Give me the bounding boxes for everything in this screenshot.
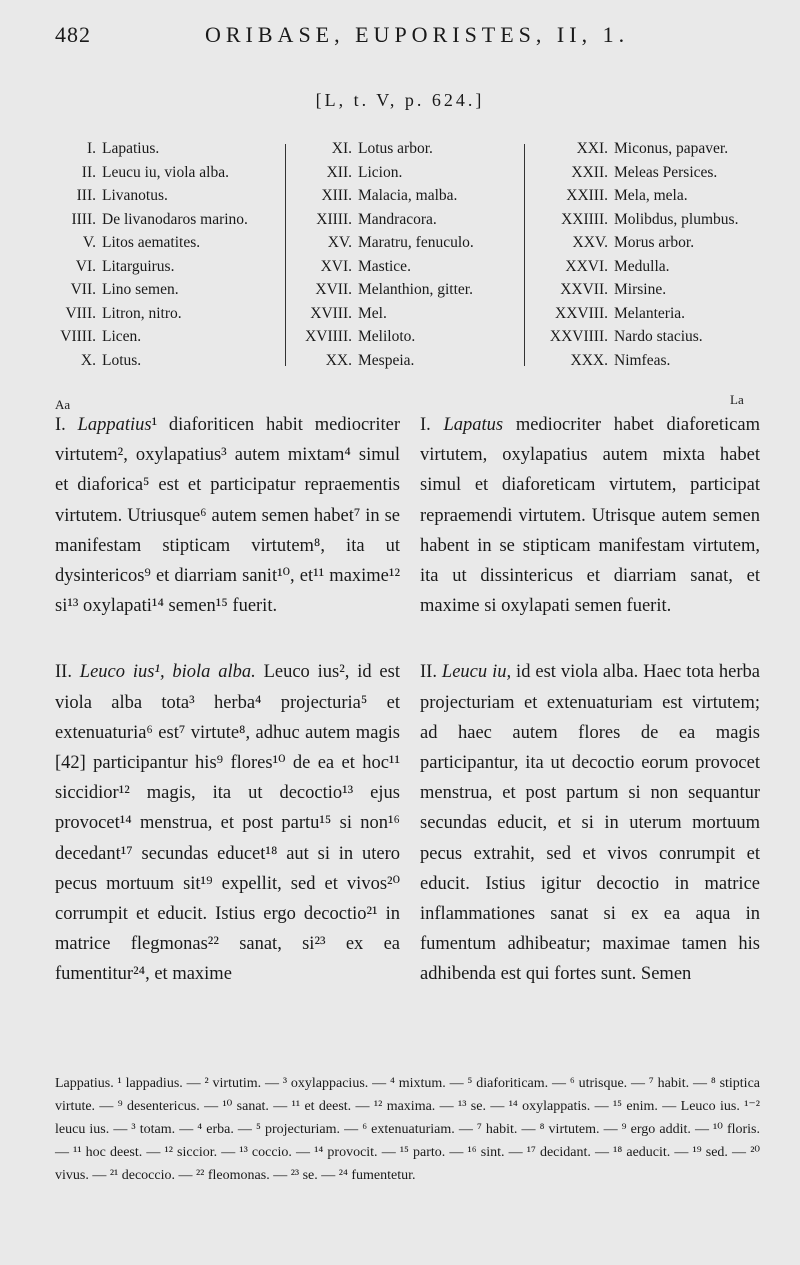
chapter-column-1 — [40, 140, 248, 375]
chapter-item — [40, 187, 248, 211]
chapter-number: VI. — [75, 257, 96, 275]
chapter-name: Mela, mela. — [614, 187, 688, 204]
chapter-item — [528, 164, 738, 188]
chapter-item — [290, 305, 474, 329]
chapter-name: Lapatius. — [102, 140, 160, 157]
paragraph-numeral: I. — [420, 415, 444, 435]
chapter-number: XXVIIII. — [549, 328, 608, 345]
chapter-item — [528, 187, 738, 211]
chapter-name: Litron, nitro. — [102, 304, 182, 322]
chapter-name: Medulla. — [614, 257, 670, 275]
chapter-item — [40, 164, 248, 188]
chapter-number: II. — [81, 163, 96, 181]
chapter-name: Litos aematites. — [102, 234, 201, 251]
chapter-item — [40, 281, 248, 305]
chapter-name: Leucu iu, viola alba. — [102, 163, 229, 181]
chapter-name: Molibdus, plumbus. — [614, 210, 739, 228]
chapter-name: Licion. — [358, 163, 403, 181]
chapter-number: XXVI. — [565, 257, 608, 275]
chapter-number: XIII. — [321, 187, 352, 204]
running-title: ORIBASE, EUPORISTES, II, 1. — [205, 22, 630, 47]
chapter-item — [528, 234, 738, 258]
chapter-number: VIIII. — [60, 328, 96, 345]
chapter-column-3 — [528, 140, 738, 375]
chapter-item — [40, 328, 248, 352]
paragraph-body: Leuco ius², id est viola alba tota³ herba⁴ projecturia⁵ et extenuaturia⁶ est⁷ virtute⁸, adhuc autem magis [42] participantur his⁹ flores¹⁰ de ea et hoc¹¹ siccidior¹² magis, ita ut decoctio¹³ ejus provocet¹⁴ menstrua, et post partu¹⁵ si non¹⁶ decedant¹⁷ secundas educet¹⁸ aut si in utero pecus mortuum sit¹⁹ expellit, sed et vivos²⁰ corrumpit et educit. Istius ergo decoctio²¹ in matrice flegmonas²² sanat, si²³ ex ea fumentitur²⁴, et maxime — [55, 662, 400, 985]
chapter-name: Litarguirus. — [102, 257, 175, 275]
edition-reference: [L, t. V, p. 624.] — [315, 90, 485, 110]
chapter-item — [290, 281, 474, 305]
chapter-column-2 — [290, 140, 474, 375]
paragraph-body: mediocriter habet diaforeticam virtutem, oxylapatius autem mixta habet simul et diaforeticam virtutem, participat repraemendi virtutem. Utrisque autem semen habent in se stipticam manifestam virtutem, ita ut dissintericus et diarriam sanat, et maxime si oxylapati semen fuerit. — [420, 415, 760, 617]
chapter-number: XV. — [327, 234, 352, 251]
chapter-number: XXII. — [571, 163, 608, 181]
chapter-name: Mespeia. — [358, 351, 415, 369]
chapter-item — [290, 234, 474, 258]
chapter-number: XVIIII. — [305, 328, 352, 345]
chapter-item — [528, 281, 738, 305]
chapter-item — [290, 258, 474, 282]
chapter-name: Mastice. — [358, 257, 411, 275]
chapter-name: Malacia, malba. — [358, 187, 458, 204]
chapter-number: XIIII. — [316, 210, 352, 228]
chapter-number: XXX. — [570, 351, 608, 369]
chapter-number: VIII. — [65, 304, 96, 322]
entry-title: Leuco ius¹, biola alba. — [79, 662, 256, 683]
chapter-name: Nimfeas. — [614, 351, 671, 369]
chapter-name: Meleas Persices. — [614, 163, 718, 181]
chapter-name: Livanotus. — [102, 187, 168, 204]
chapter-item — [40, 305, 248, 329]
chapter-item — [528, 328, 738, 352]
paragraph-numeral: II. — [55, 662, 80, 683]
chapter-item — [528, 211, 738, 235]
chapter-item — [290, 140, 474, 164]
paragraph-body: ¹ diaforiticen habit mediocriter virtutem², oxylapatius³ autem mixtam⁴ simul et diaforica⁵ est et participatur repraementis virtutem. Utriusque⁶ autem semen habet⁷ in se manifestam stipticam virtutem⁸, ita ut dysintericos⁹ et diarriam sanit¹⁰, et¹¹ maxime¹² si¹³ oxylapati¹⁴ semen¹⁵ fuerit. — [55, 415, 400, 617]
chapter-number: V. — [82, 234, 96, 251]
column-divider — [524, 144, 525, 366]
chapter-number: XXVIII. — [555, 304, 608, 322]
paragraph-numeral: II. — [420, 662, 442, 683]
entry-title: Lappatius — [77, 415, 152, 435]
chapter-item — [528, 352, 738, 376]
chapter-number: XXIII. — [566, 187, 608, 204]
chapter-number: XXIIII. — [561, 210, 608, 228]
chapter-number: XI. — [331, 140, 352, 157]
chapter-item — [40, 140, 248, 164]
chapter-number: X. — [80, 351, 96, 369]
paragraph-body: id est viola alba. Haec tota herba projecturiam et extenuaturiam est virtutem; ad haec autem flores de ea magis participantur, ita ut decoctio eorum provocet menstrua, et post partum si non sequantur secundas educit, et si in uterum mortuum pecus extrahit, sed et vivos conrumpit et educit. Istius igitur decoctio in matrice inflammationes sanat si ex ea aqua in fumentum adhibeatur; maximae tamen his adhibenda est qui fortes sunt. Semen — [420, 662, 760, 985]
chapter-item — [40, 352, 248, 376]
version-b-label: La — [730, 392, 744, 407]
chapter-name: Meliloto. — [358, 328, 416, 345]
chapter-name: Mirsine. — [614, 281, 667, 298]
chapter-name: Melanteria. — [614, 304, 686, 322]
chapter-number: XVII. — [315, 281, 352, 298]
paragraph-numeral: I. — [55, 415, 78, 435]
chapter-number: XII. — [326, 163, 352, 181]
text-column-a — [55, 410, 400, 1026]
chapter-number: XX. — [325, 351, 352, 369]
chapter-item — [528, 305, 738, 329]
chapter-name: Nardo stacius. — [614, 328, 703, 345]
version-a-label: Aa — [55, 397, 71, 412]
footnotes: Lappatius. ¹ lappadius. — ² virtutim. — ³ oxylappacius. — ⁴ mixtum. — ⁵ diaforiticam. — ⁶ utrisque. — ⁷ habit. — ⁸ stiptica virtute. — ⁹ desentericus. — ¹⁰ sanat. — ¹¹ et deest. — ¹² maxima. — ¹³ se. — ¹⁴ oxylappatis. — ¹⁵ enim. — Leuco ius. ¹⁻² leucu ius. — ³ totam. — ⁴ erba. — ⁵ projecturiam. — ⁶ extenuaturiam. — ⁷ habit. — ⁸ virtutem. — ⁹ ergo addit. — ¹⁰ floris. — ¹¹ hoc deest. — ¹² siccior. — ¹³ coccio. — ¹⁴ provocit. — ¹⁵ parto. — ¹⁶ sint. — ¹⁷ decidant. — ¹⁸ aeducit. — ¹⁹ sed. — ²⁰ vivus. — ²¹ decoccio. — ²² fleomonas. — ²³ se. — ²⁴ fumentetur. — [55, 1076, 760, 1183]
chapter-name: Melanthion, gitter. — [358, 281, 473, 298]
chapter-name: Maratru, fenuculo. — [358, 234, 474, 251]
chapter-item — [290, 328, 474, 352]
chapter-item — [290, 352, 474, 376]
chapter-number: XXI. — [576, 140, 608, 157]
chapter-number: I. — [86, 140, 96, 157]
chapter-name: De livanodaros marino. — [102, 210, 248, 228]
chapter-item — [290, 164, 474, 188]
chapter-item — [528, 140, 738, 164]
chapter-number: III. — [76, 187, 96, 204]
paragraph-b1 — [420, 410, 760, 621]
chapter-name: Lotus. — [102, 351, 142, 369]
chapter-name: Mel. — [358, 304, 387, 322]
chapter-number: XXVII. — [560, 281, 608, 298]
chapter-number: XXV. — [572, 234, 608, 251]
chapter-item — [40, 234, 248, 258]
chapter-number: IIII. — [71, 210, 96, 228]
text-column-b — [420, 410, 760, 1026]
paragraph-b2 — [420, 657, 760, 989]
entry-title: Lapatus — [443, 415, 504, 435]
entry-title: Leucu iu, — [441, 662, 512, 683]
chapter-name: Miconus, papaver. — [614, 140, 729, 157]
chapter-list — [0, 140, 800, 370]
page-number: 482 — [55, 22, 91, 47]
chapter-number: XVI. — [320, 257, 352, 275]
paragraph-a1 — [55, 410, 400, 621]
paragraph-a2 — [55, 657, 400, 989]
column-divider — [285, 144, 286, 366]
chapter-name: Licen. — [102, 328, 142, 345]
chapter-item — [528, 258, 738, 282]
chapter-number: VII. — [70, 281, 96, 298]
chapter-item — [40, 258, 248, 282]
chapter-number: XVIII. — [310, 304, 352, 322]
chapter-item — [290, 187, 474, 211]
chapter-item — [290, 211, 474, 235]
chapter-name: Mandracora. — [358, 210, 437, 228]
chapter-item — [40, 211, 248, 235]
chapter-name: Lotus arbor. — [358, 140, 433, 157]
chapter-name: Morus arbor. — [614, 234, 695, 251]
page-header — [0, 22, 800, 52]
chapter-name: Lino semen. — [102, 281, 179, 298]
